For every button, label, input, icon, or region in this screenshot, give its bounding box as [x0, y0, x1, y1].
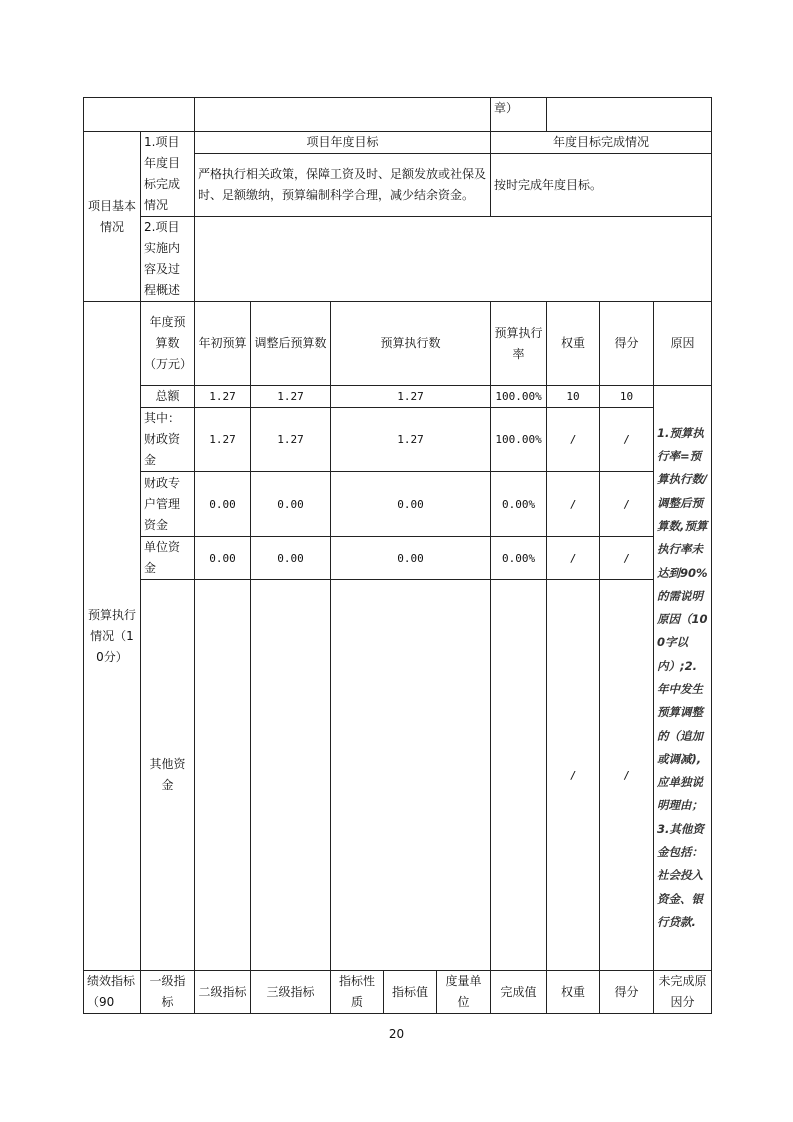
executed [331, 580, 491, 971]
score: / [600, 472, 654, 537]
table-row [84, 537, 712, 580]
perf-header: 未完成原因分 [654, 971, 712, 1014]
header-adjusted: 调整后预算数 [251, 302, 331, 386]
page-number: 20 [388, 1027, 405, 1041]
perf-header: 三级指标 [251, 971, 331, 1014]
goal-text: 严格执行相关政策，保障工资及时、足额发放或社保及时、足额缴纳，预算编制科学合理，减少结余资金。 [195, 154, 491, 217]
implementation-content [195, 217, 712, 302]
completion-header: 年度目标完成情况 [491, 132, 712, 154]
adjusted [251, 580, 331, 971]
rate: 0.00% [491, 472, 547, 537]
blank-cell [195, 98, 491, 132]
perf-header: 指标性质 [331, 971, 384, 1014]
reason-note: 1.预算执行率=预算执行数/调整后预算数,预算执行率未达到90%的需说明原因（100字以内）;2.年中发生预算调整的（追加或调减),应单独说明理由；3.其他资金包括：社会投入资金、银行贷款. [654, 386, 712, 971]
initial: 1.27 [195, 386, 251, 408]
header-annual-budget: 年度预算数（万元） [141, 302, 195, 386]
weight: / [547, 537, 600, 580]
blank-cell [84, 98, 195, 132]
adjusted: 0.00 [251, 472, 331, 537]
rate [491, 580, 547, 971]
performance-label: 绩效指标（90 [84, 971, 141, 1014]
score: / [600, 580, 654, 971]
row-name: 财政专户管理资金 [141, 472, 195, 537]
adjusted: 0.00 [251, 537, 331, 580]
header-reason: 原因 [654, 302, 712, 386]
initial: 1.27 [195, 408, 251, 472]
seal-suffix: 章） [491, 98, 547, 132]
row-name: 其中：财政资金 [141, 408, 195, 472]
score: / [600, 408, 654, 472]
completion-text: 按时完成年度目标。 [491, 154, 712, 217]
executed: 0.00 [331, 472, 491, 537]
rate: 100.00% [491, 386, 547, 408]
header-weight: 权重 [547, 302, 600, 386]
perf-header: 指标值 [384, 971, 437, 1014]
adjusted: 1.27 [251, 408, 331, 472]
perf-header: 完成值 [491, 971, 547, 1014]
budget-execution-label: 预算执行情况（10分） [84, 302, 141, 971]
perf-header: 二级指标 [195, 971, 251, 1014]
table-row [84, 580, 712, 971]
header-score: 得分 [600, 302, 654, 386]
rate: 0.00% [491, 537, 547, 580]
score: / [600, 537, 654, 580]
header-initial: 年初预算 [195, 302, 251, 386]
table-row [84, 408, 712, 472]
weight: / [547, 408, 600, 472]
perf-header: 一级指标 [141, 971, 195, 1014]
perf-header: 权重 [547, 971, 600, 1014]
executed: 1.27 [331, 386, 491, 408]
table-row [84, 386, 712, 408]
item2-label: 2.项目实施内容及过程概述 [141, 217, 195, 302]
initial [195, 580, 251, 971]
header-executed: 预算执行数 [331, 302, 491, 386]
executed: 1.27 [331, 408, 491, 472]
blank-cell [547, 98, 712, 132]
perf-header: 度量单位 [437, 971, 491, 1014]
table-row [84, 472, 712, 537]
row-name: 单位资金 [141, 537, 195, 580]
executed: 0.00 [331, 537, 491, 580]
weight: / [547, 472, 600, 537]
initial: 0.00 [195, 537, 251, 580]
item1-label: 1.项目年度目标完成情况 [141, 132, 195, 217]
header-rate: 预算执行率 [491, 302, 547, 386]
initial: 0.00 [195, 472, 251, 537]
rate: 100.00% [491, 408, 547, 472]
weight: 10 [547, 386, 600, 408]
project-evaluation-table [83, 97, 712, 1014]
basic-info-label: 项目基本情况 [84, 132, 141, 302]
row-name: 其他资金 [141, 580, 195, 971]
goal-header: 项目年度目标 [195, 132, 491, 154]
adjusted: 1.27 [251, 386, 331, 408]
perf-header: 得分 [600, 971, 654, 1014]
score: 10 [600, 386, 654, 408]
row-name: 总额 [141, 386, 195, 408]
weight: / [547, 580, 600, 971]
